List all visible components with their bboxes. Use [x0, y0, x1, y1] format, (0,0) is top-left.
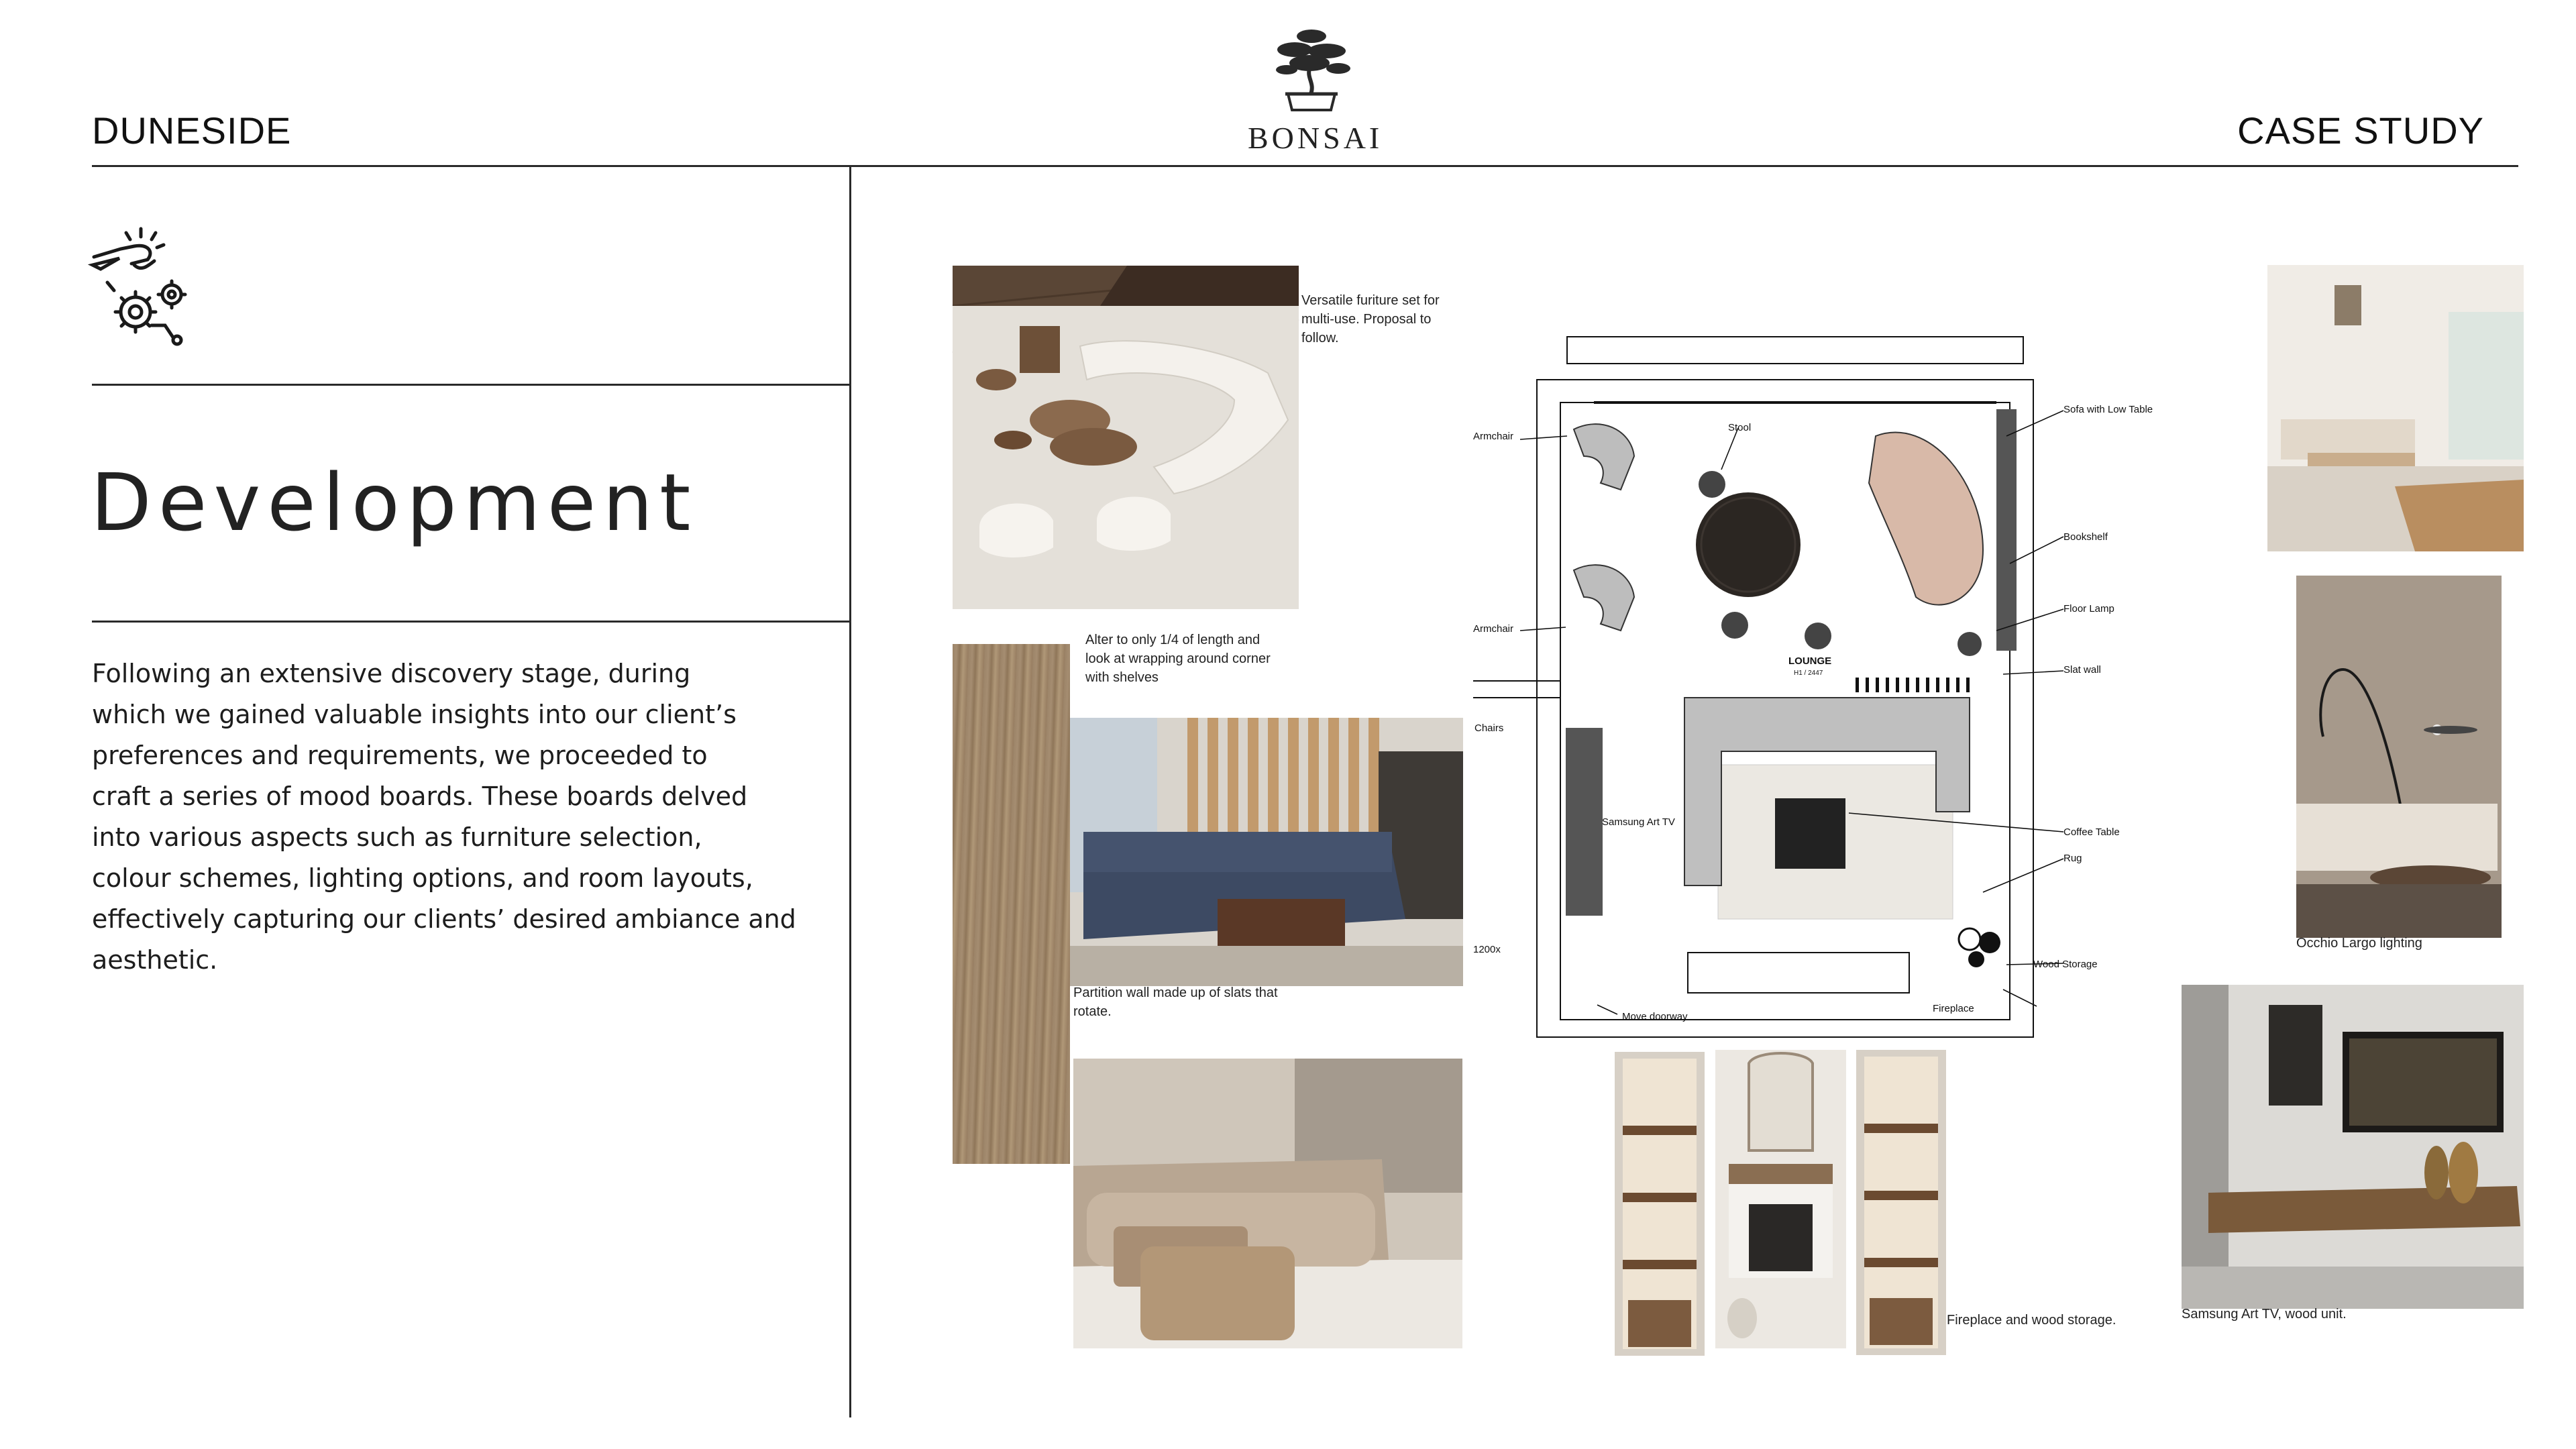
caption-tv: Samsung Art TV, wood unit.	[2182, 1307, 2347, 1322]
paragraph-line: Following an extensive discovery stage, during	[92, 659, 691, 688]
page-title: Development	[91, 456, 698, 549]
caption-alter: Alter to only 1/4 of length and look at wrapping around corner with shelves	[1085, 633, 1271, 685]
header-divider	[92, 165, 2518, 167]
paragraph-line: craft a series of mood boards. These boards delved	[92, 782, 748, 811]
plan-label-coffee-table: Coffee Table	[2063, 826, 2120, 838]
wood-texture-swatch	[953, 644, 1070, 1164]
paragraph-line: effectively capturing our clients’ desired ambiance and	[92, 904, 796, 934]
plan-label-move-doorway: Move doorway	[1622, 1011, 1688, 1022]
plan-label-dimension: 1200x	[1473, 944, 1501, 955]
plan-label-bookshelf: Bookshelf	[2063, 531, 2108, 543]
plan-label-stool: Stool	[1728, 422, 1752, 433]
plan-label-fireplace: Fireplace	[1933, 1003, 1974, 1014]
living-room-photo	[2267, 265, 2524, 551]
plan-label-lounge: LOUNGE	[1788, 655, 1832, 667]
paragraph-line: colour schemes, lighting options, and room layouts,	[92, 863, 753, 893]
column-divider	[849, 166, 851, 1417]
plan-label-lounge-sub: H1 / 2447	[1794, 669, 1823, 677]
plan-label-floor-lamp: Floor Lamp	[2063, 603, 2114, 614]
caption-furniture: Versatile furiture set for multi-use. Proposal to follow.	[1301, 293, 1440, 345]
plan-label-armchair-bottom: Armchair	[1473, 623, 1514, 635]
plan-label-rug: Rug	[2063, 853, 2082, 864]
section-divider-top	[92, 384, 850, 386]
plan-label-armchair-top: Armchair	[1473, 431, 1514, 442]
plan-label-sofa: Sofa with Low Table	[2063, 404, 2153, 415]
plan-label-slat-wall: Slat wall	[2063, 664, 2101, 676]
art-tv-photo	[2182, 985, 2524, 1309]
furniture-set-photo	[953, 266, 1299, 609]
bonsai-logo	[1248, 21, 1383, 156]
caption-fireplace: Fireplace and wood storage.	[1947, 1313, 2116, 1328]
caption-partition: Partition wall made up of slats that rotate.	[1073, 985, 1278, 1019]
fireplace-photo	[1715, 1050, 1846, 1348]
paragraph-line: which we gained valuable insights into our client’s	[92, 700, 737, 729]
plan-label-chairs: Chairs	[1474, 722, 1504, 734]
bonsai-tree-icon	[1248, 21, 1375, 115]
brand-wordmark: BONSAI	[1248, 121, 1383, 155]
section-divider-bottom	[92, 621, 850, 623]
paragraph-line: aesthetic.	[92, 945, 218, 975]
caption-lighting: Occhio Largo lighting	[2296, 936, 2422, 951]
floor-lamp-photo	[2296, 576, 2502, 938]
design-process-icon	[87, 225, 195, 345]
paragraph-line: into various aspects such as furniture selection,	[92, 822, 702, 852]
paragraph-line: preferences and requirements, we proceeded to	[92, 741, 708, 770]
partition-wall-photo	[1070, 718, 1463, 986]
beige-sofa-photo	[1073, 1059, 1462, 1348]
shelf-niche-photo-left	[1615, 1052, 1705, 1356]
floor-plan	[1473, 335, 2153, 1036]
intro-paragraph	[92, 653, 837, 981]
document-type: CASE STUDY	[2237, 109, 2484, 152]
plan-label-samsung-tv: Samsung Art TV	[1602, 816, 1675, 828]
project-name: DUNESIDE	[92, 109, 292, 152]
shelf-niche-photo-right	[1856, 1050, 1946, 1355]
plan-label-wood-storage: Wood Storage	[2033, 959, 2098, 970]
